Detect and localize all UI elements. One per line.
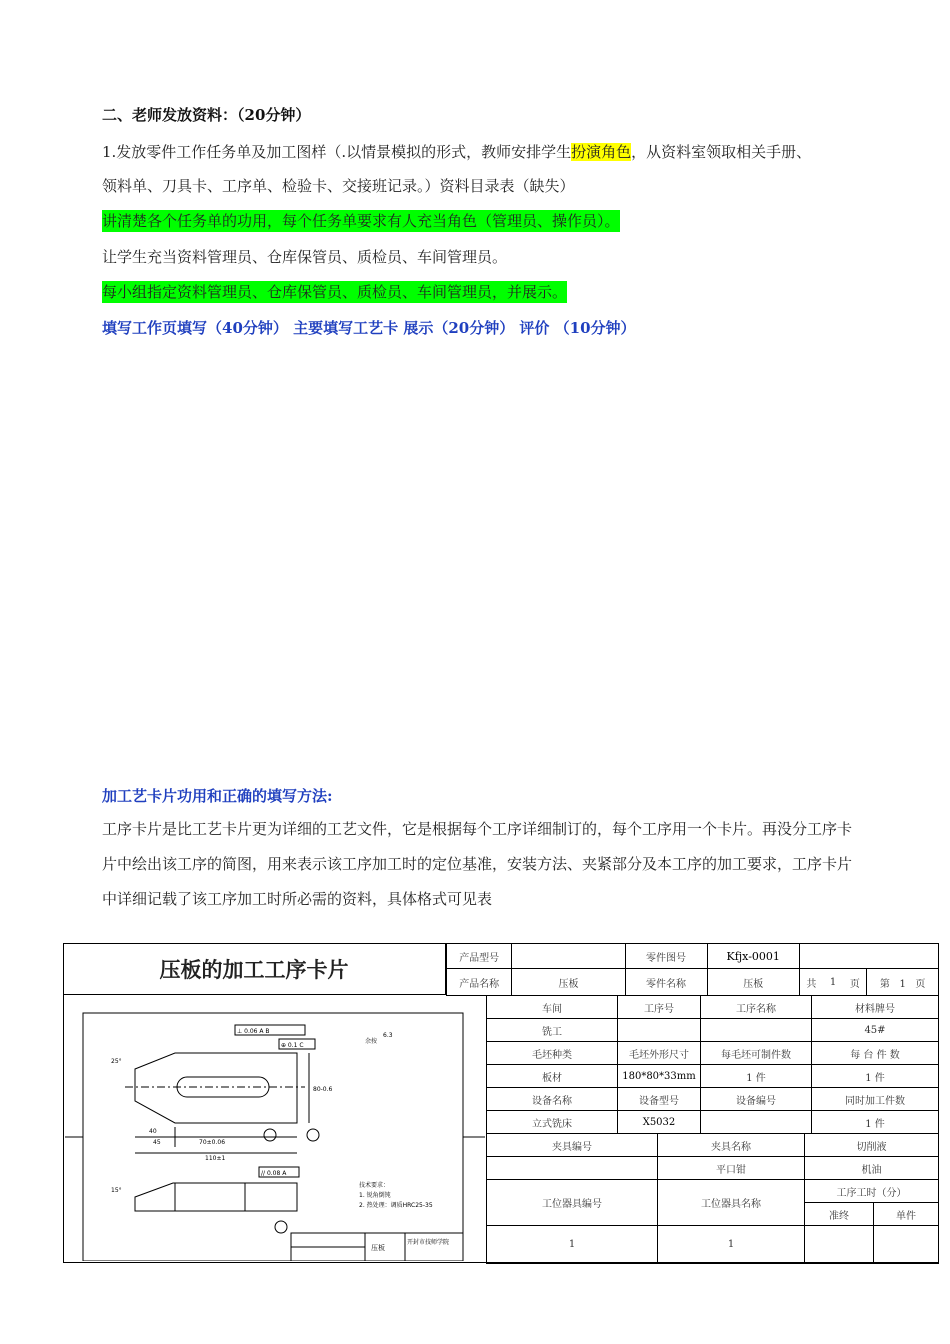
card-header-table <box>446 943 939 996</box>
datum-b-marker <box>307 1129 319 1141</box>
part-name-value: 压板 <box>707 969 799 996</box>
method-title: 加工艺卡片功用和正确的填写方法: <box>102 787 333 805</box>
text-line-1a: 1.发放零件工作任务单及加工图样（.以情景模拟的形式，教师安排学生 <box>102 143 572 161</box>
header-blank <box>799 944 938 969</box>
notes-title: 技术要求： <box>359 1182 390 1189</box>
dim-40: 40 <box>149 1128 157 1135</box>
station-tool-no-label: 工位器具编号 <box>487 1180 658 1226</box>
total-label: 共 <box>799 969 822 996</box>
datum-a-marker <box>275 1221 287 1233</box>
task-timing-line: 填写工作页填写（40分钟） 主要填写工艺卡 展示（20分钟） 评价 （10分钟） <box>102 319 636 337</box>
per-blank-label: 每毛坯可制件数 <box>701 1042 812 1065</box>
dim-110: 110±1 <box>205 1155 226 1162</box>
datum-c-marker <box>264 1129 276 1141</box>
text-line-1 <box>102 141 811 163</box>
equip-name-label: 设备名称 <box>487 1088 618 1111</box>
blank-size-value: 180*80*33mm <box>618 1065 701 1088</box>
equip-no-label: 设备编号 <box>701 1088 812 1111</box>
product-name-value: 压板 <box>512 969 625 996</box>
part-drawing-value: Kfjx-0001 <box>707 944 799 969</box>
product-model-label: 产品型号 <box>447 944 512 969</box>
no-value: 1 <box>899 978 906 990</box>
workshop-label: 车间 <box>487 996 618 1019</box>
process-name-value <box>701 1019 812 1042</box>
highlight-role-play: 扮演角色 <box>571 143 632 161</box>
process-no-value <box>618 1019 701 1042</box>
text-line-5-wrap <box>102 281 567 303</box>
tolerance-3-text: // 0.08 A <box>261 1170 287 1177</box>
highlight-line-3: 讲清楚各个任务单的功用，每个任务单要求有人充当角色（管理员、操作员）。 <box>102 212 620 230</box>
angle-25: 25° <box>111 1058 122 1065</box>
station-tool-name-value: 1 <box>658 1226 805 1264</box>
equip-model-value: X5032 <box>618 1111 701 1134</box>
unit-value <box>874 1226 939 1264</box>
page-no-cell <box>867 969 939 996</box>
method-paragraph: 工序卡片是比工艺卡片更为详细的工艺文件，它是根据每个工序详细制订的，每个工序用一个卡片。再没分工序卡片中绘出该工序的简图，用来表示该工序加工时的定位基准，安装方法、夹紧部分及本工序的加工要求，工序卡片中详细记载了该工序加工时所必需的资料，具体格式可见表 <box>102 820 853 908</box>
note-2: 2. 热处理：调质HRC25-35 <box>359 1202 433 1209</box>
equip-no-value <box>701 1111 812 1134</box>
side-view-outline <box>135 1183 297 1211</box>
section-heading: 二、老师发放资料：（20分钟） <box>102 106 311 124</box>
highlight-line-5: 每小组指定资料管理员、仓库保管员、质检员、车间管理员，并展示。 <box>102 283 568 301</box>
text-line-2: 领料单、刀具卡、工序单、检验卡、交接班记录。）资料目录表（缺失） <box>102 177 575 195</box>
roughness-value: 6.3 <box>383 1032 393 1039</box>
equip-model-label: 设备型号 <box>618 1088 701 1111</box>
title-block-school: 开封市技师学院 <box>407 1239 450 1246</box>
product-name-label: 产品名称 <box>447 969 512 996</box>
process-no-label: 工序号 <box>618 996 701 1019</box>
workshop-value: 铣工 <box>487 1019 618 1042</box>
card-title: 压板的加工工序卡片 <box>63 943 446 995</box>
dim-70: 70±0.06 <box>199 1139 226 1146</box>
card-fixture-table <box>486 1133 939 1264</box>
time-label: 工序工时（分） <box>805 1180 939 1203</box>
fixture-name-label: 夹具名称 <box>658 1134 805 1157</box>
fixture-no-label: 夹具编号 <box>487 1134 658 1157</box>
station-tool-name-label: 工位器具名称 <box>658 1180 805 1226</box>
fixture-no-value <box>487 1157 658 1180</box>
part-drawing <box>65 997 485 1261</box>
page-label-2: 页 <box>915 978 926 990</box>
total-value: 1 <box>823 969 844 996</box>
material-label: 材料牌号 <box>812 996 939 1019</box>
simul-value: 1 件 <box>812 1111 939 1134</box>
product-model-value <box>512 944 625 969</box>
text-line-4: 让学生充当资料管理员、仓库保管员、质检员、车间管理员。 <box>102 248 508 266</box>
equip-name-value: 立式铣床 <box>487 1111 618 1134</box>
blank-size-label: 毛坯外形尺寸 <box>618 1042 701 1065</box>
process-name-label: 工序名称 <box>701 996 812 1019</box>
coolant-label: 切削液 <box>805 1134 939 1157</box>
station-tool-no-value: 1 <box>487 1226 658 1264</box>
fixture-name-value: 平口钳 <box>658 1157 805 1180</box>
top-view-outline <box>135 1053 297 1123</box>
rest-label: 余按 <box>365 1038 378 1045</box>
unit-label: 单件 <box>874 1203 939 1226</box>
blank-type-value: 板材 <box>487 1065 618 1088</box>
per-machine-value: 1 件 <box>812 1065 939 1088</box>
prep-value <box>805 1226 874 1264</box>
title-block-part-name: 压板 <box>371 1244 385 1252</box>
note-1: 1. 锐角倒钝 <box>359 1192 391 1199</box>
per-blank-value: 1 件 <box>701 1065 812 1088</box>
prep-label: 准终 <box>805 1203 874 1226</box>
no-label: 第 <box>879 978 890 990</box>
tolerance-1-text: ⊥ 0.06 A B <box>237 1028 270 1035</box>
dim-80: 80-0.6 <box>313 1086 333 1093</box>
tolerance-2-text: ⊕ 0.1 C <box>281 1042 304 1049</box>
angle-15: 15° <box>111 1187 122 1194</box>
text-line-3-wrap <box>102 210 620 232</box>
page-label: 页 <box>843 969 866 996</box>
material-value: 45# <box>812 1019 939 1042</box>
blank-type-label: 毛坯种类 <box>487 1042 618 1065</box>
dim-45: 45 <box>153 1139 161 1146</box>
part-name-label: 零件名称 <box>625 969 707 996</box>
text-line-1b: ，从资料室领取相关手册、 <box>631 143 812 161</box>
card-main-table <box>486 995 939 1134</box>
per-machine-label: 每 台 件 数 <box>812 1042 939 1065</box>
part-drawing-label: 零件图号 <box>625 944 707 969</box>
coolant-value: 机油 <box>805 1157 939 1180</box>
simul-label: 同时加工件数 <box>812 1088 939 1111</box>
